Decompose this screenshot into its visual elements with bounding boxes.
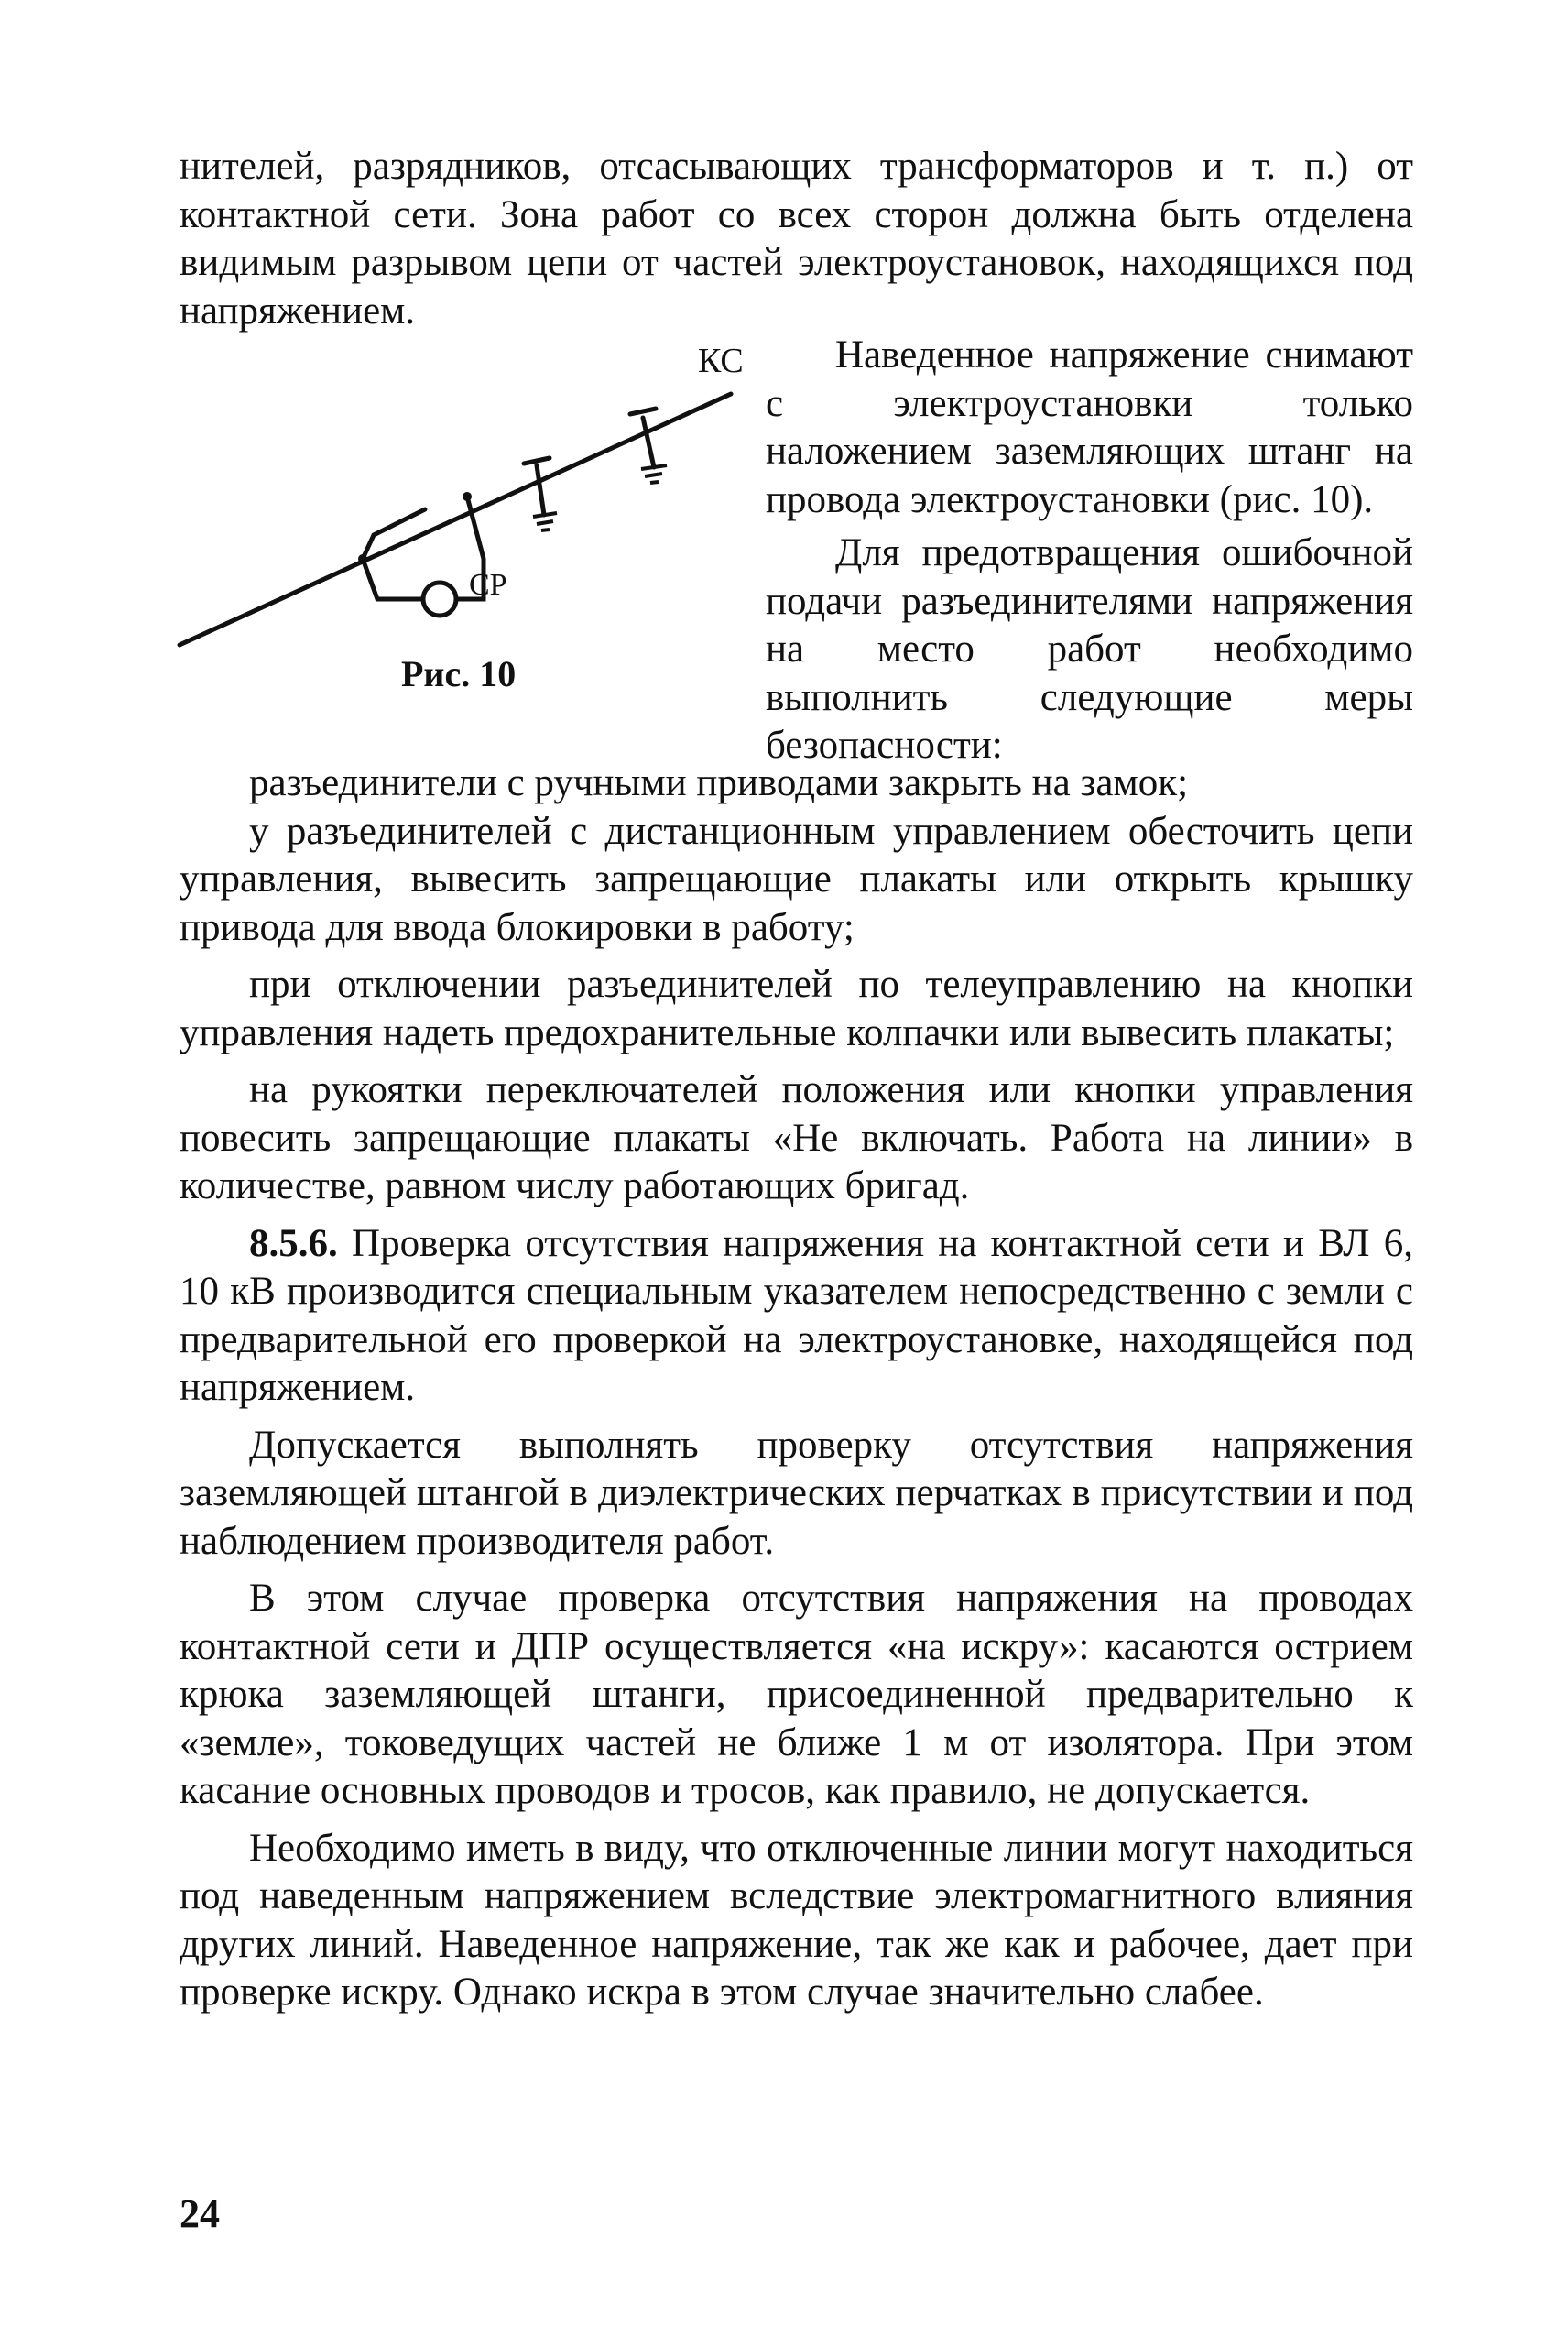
paragraph: Допускается выполнять проверку отсутствия напряжения заземляющей штангой в диэлектрических перчатках в присутствии и под наблюдением производителя работ. (180, 1423, 1413, 1563)
figure-10 (174, 342, 760, 713)
measure-item: разъединители с ручными приводами закрыть на замок; (249, 761, 1189, 804)
section-number: 8.5.6. (249, 1221, 338, 1265)
side-text (766, 332, 1413, 770)
label-sr: СР (469, 568, 507, 602)
measure-item: на рукоятки переключателей положения или кнопки управления повесить запрещающие плакаты «Не включать. Работа на линии» в количестве, равном числу работающих бригад. (180, 1068, 1413, 1207)
intro-text: нителей, разрядников, отсасывающих трансформаторов и т. п.) от контактной сети. Зона работ со всех сторон должна быть отделена видимым разрывом цепи от частей электроустановок, находящихся под напряжением. (180, 145, 1413, 333)
section-paragraph (180, 1220, 1413, 1413)
grounding-rod-2 (643, 418, 654, 467)
paragraph: В этом случае проверка отсутствия напряжения на проводах контактной сети и ДПР осуществляется «на искру»: касаются острием крюка заземляющей штанги, присоединенной предварительно к «земле», токоведущих частей не ближе 1 м от изолятора. При этом касание основных проводов и тросов, как правило, не допускается. (180, 1577, 1413, 1812)
figure-caption: Рис. 10 (401, 653, 517, 694)
disconnector-arm (407, 509, 425, 519)
tick-2 (630, 409, 656, 414)
page-number: 24 (180, 2191, 220, 2236)
intro-paragraph (180, 143, 1413, 335)
grounding-rod-1 (537, 465, 544, 515)
main-text (180, 759, 1413, 2017)
measure-item: при отключении разъединителей по телеуправлению на кнопки управления надеть предохранительные колпачки или вывесить плакаты; (180, 963, 1413, 1054)
section-text: Проверка отсутствия напряжения на контактной сети и ВЛ 6, 10 кВ производится специальным указателем непосредственно с земли с предварительной его проверкой на электроустановке, находящейся под напряжением. (180, 1221, 1413, 1409)
paragraph: Необходимо иметь в виду, что отключенные линии могут находиться под наведенным напряжением вследствие электромагнитного влияния других линий. Наведенное напряжение, так же как и рабочее, дает при проверке искру. Однако искра в этом случае значительно слабее. (180, 1826, 1413, 2014)
disconnector-blade (374, 519, 407, 535)
measure-item: у разъединителей с дистанционным управлением обесточить цепи управления, вывесить запрещающие плакаты или открыть крышку привода для ввода блокировки в работу; (180, 809, 1413, 949)
induced-voltage-paragraph: Наведенное напряжение снимают с электроустановки только наложением заземляющих штанг на провода электроустановки (рис. 10). (766, 333, 1413, 521)
disconnector-node-icon (423, 583, 456, 616)
tick-1 (524, 458, 550, 464)
prevention-paragraph: Для предотвращения ошибочной подачи разъединителями напряжения на место работ необходимо выполнить следующие меры безопасности: (766, 531, 1413, 767)
label-ks: КС (698, 342, 744, 380)
ground-symbol-1-icon (533, 513, 557, 530)
contact-network-diagram (174, 346, 760, 649)
ground-symbol-2-icon (641, 465, 667, 483)
